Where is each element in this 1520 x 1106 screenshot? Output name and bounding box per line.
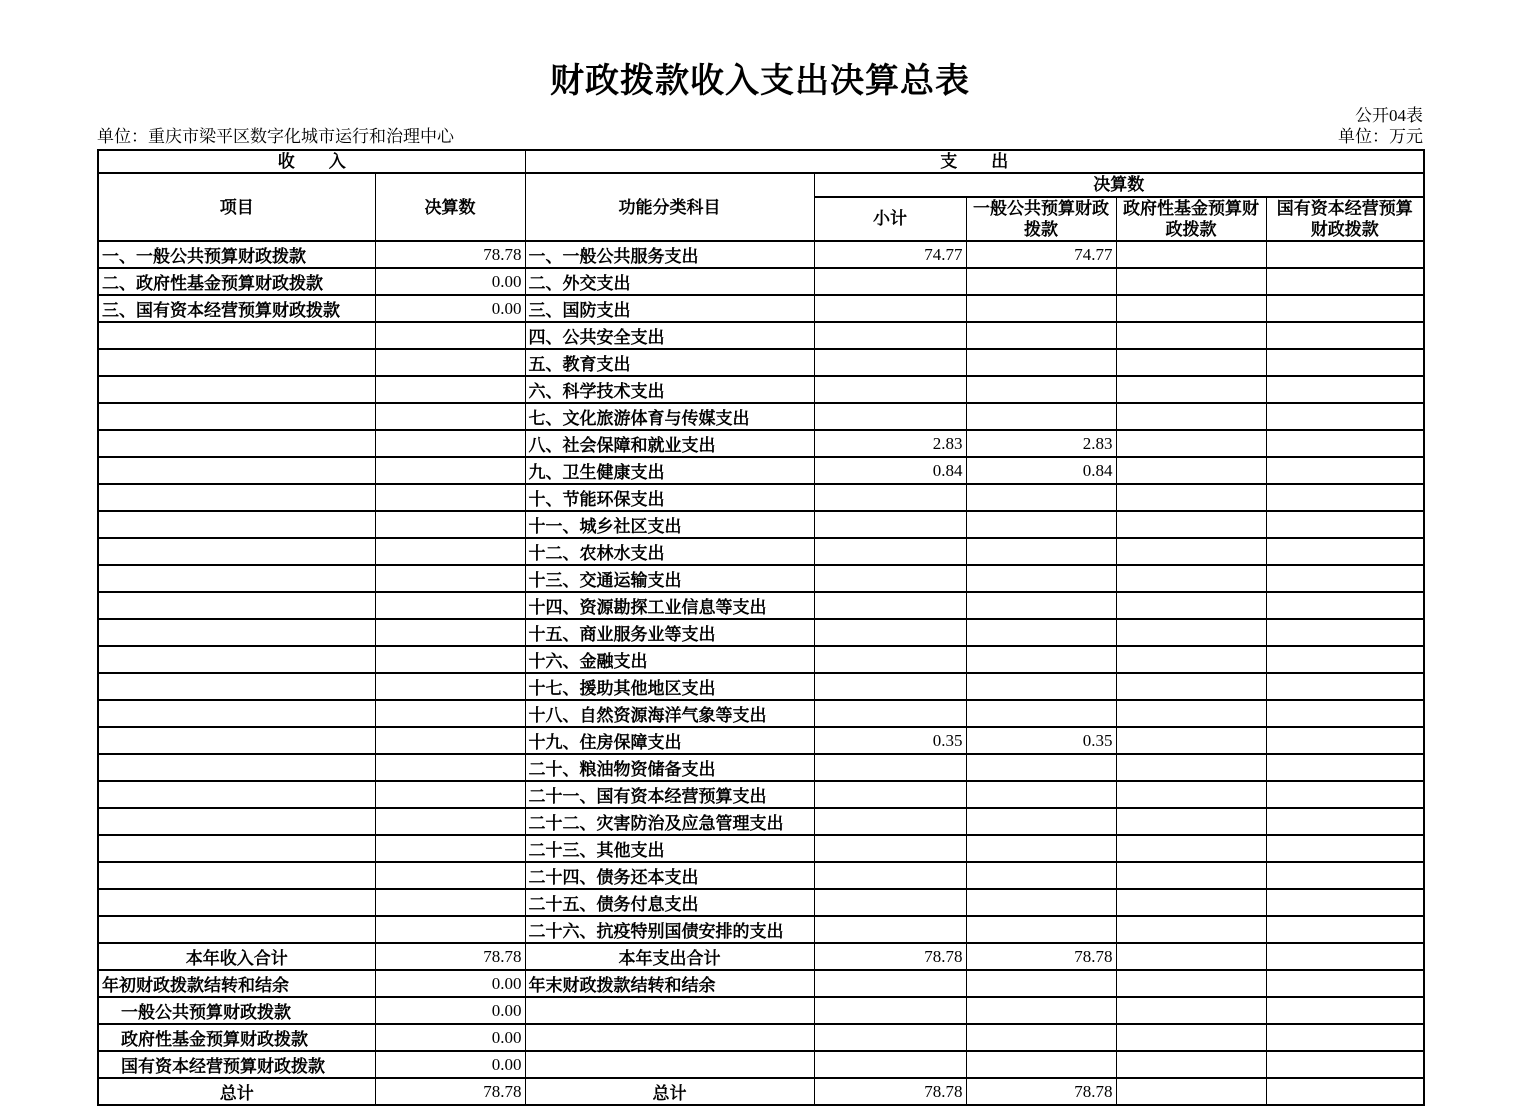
expense-subject-cell	[525, 1051, 814, 1078]
expense-subtotal-cell	[814, 565, 966, 592]
income-item-cell	[98, 862, 375, 889]
income-item-cell	[98, 538, 375, 565]
expense-state-capital-cell	[1266, 484, 1424, 511]
table-row	[98, 349, 1424, 376]
expense-subject-cell: 二十六、抗疫特别国债安排的支出	[525, 916, 814, 943]
expense-state-capital-cell	[1266, 781, 1424, 808]
table-row	[98, 538, 1424, 565]
expense-subtotal-cell	[814, 295, 966, 322]
table-row	[98, 835, 1424, 862]
header-income-amount: 决算数	[375, 173, 525, 241]
income-amount-cell: 0.00	[375, 1051, 525, 1078]
expense-state-capital-cell	[1266, 268, 1424, 295]
expense-gov-fund-cell	[1116, 700, 1266, 727]
expense-subtotal-cell	[814, 349, 966, 376]
income-item-cell: 一般公共预算财政拨款	[98, 997, 375, 1024]
expense-subtotal-cell: 78.78	[814, 943, 966, 970]
expense-subject-cell: 九、卫生健康支出	[525, 457, 814, 484]
expense-gov-fund-cell	[1116, 619, 1266, 646]
expense-state-capital-cell	[1266, 457, 1424, 484]
expense-subtotal-cell	[814, 1051, 966, 1078]
income-item-cell: 总计	[98, 1078, 375, 1105]
expense-gov-fund-cell	[1116, 511, 1266, 538]
expense-state-capital-cell	[1266, 592, 1424, 619]
header-row-groups	[98, 150, 1424, 173]
expense-subject-cell: 四、公共安全支出	[525, 322, 814, 349]
expense-subject-cell: 十八、自然资源海洋气象等支出	[525, 700, 814, 727]
table-row	[98, 295, 1424, 322]
table-row	[98, 754, 1424, 781]
expense-subtotal-cell	[814, 403, 966, 430]
table-row	[98, 646, 1424, 673]
header-income-item: 项目	[98, 173, 375, 241]
unit-name: 单位：重庆市梁平区数字化城市运行和治理中心	[97, 127, 454, 147]
table-row	[98, 592, 1424, 619]
expense-gov-fund-cell	[1116, 781, 1266, 808]
income-item-cell: 三、国有资本经营预算财政拨款	[98, 295, 375, 322]
expense-subtotal-cell	[814, 646, 966, 673]
expense-subject-cell: 二十三、其他支出	[525, 835, 814, 862]
income-item-cell: 一、一般公共预算财政拨款	[98, 241, 375, 268]
expense-gov-fund-cell	[1116, 592, 1266, 619]
expense-general-budget-cell: 2.83	[966, 430, 1116, 457]
income-amount-cell	[375, 592, 525, 619]
income-amount-cell	[375, 700, 525, 727]
income-amount-cell	[375, 808, 525, 835]
expense-subtotal-cell	[814, 673, 966, 700]
expense-gov-fund-cell	[1116, 997, 1266, 1024]
table-row	[98, 808, 1424, 835]
expense-general-budget-cell: 0.84	[966, 457, 1116, 484]
expense-subtotal-cell	[814, 700, 966, 727]
table-row	[98, 403, 1424, 430]
income-item-cell	[98, 646, 375, 673]
expense-general-budget-cell	[966, 889, 1116, 916]
expense-subtotal-cell	[814, 538, 966, 565]
income-amount-cell	[375, 862, 525, 889]
expense-gov-fund-cell	[1116, 322, 1266, 349]
income-item-cell: 政府性基金预算财政拨款	[98, 1024, 375, 1051]
expense-state-capital-cell	[1266, 538, 1424, 565]
table-row	[98, 484, 1424, 511]
table-row	[98, 700, 1424, 727]
expense-subject-cell: 十九、住房保障支出	[525, 727, 814, 754]
expense-subject-cell: 六、科学技术支出	[525, 376, 814, 403]
expense-subtotal-cell	[814, 862, 966, 889]
income-amount-cell: 0.00	[375, 970, 525, 997]
table-row	[98, 943, 1424, 970]
income-amount-cell	[375, 565, 525, 592]
expense-state-capital-cell	[1266, 673, 1424, 700]
expense-general-budget-cell	[966, 511, 1116, 538]
expense-state-capital-cell	[1266, 403, 1424, 430]
expense-state-capital-cell	[1266, 997, 1424, 1024]
expense-state-capital-cell	[1266, 916, 1424, 943]
form-code: 公开04表	[1355, 106, 1423, 126]
expense-general-budget-cell	[966, 295, 1116, 322]
expense-subtotal-cell	[814, 592, 966, 619]
expense-subtotal-cell	[814, 970, 966, 997]
expense-state-capital-cell	[1266, 511, 1424, 538]
table-row	[98, 727, 1424, 754]
header-expense-gov-fund: 政府性基金预算财政拨款	[1116, 197, 1266, 242]
expense-subject-cell: 一、一般公共服务支出	[525, 241, 814, 268]
header-expense-subtotal: 小计	[814, 197, 966, 242]
expense-state-capital-cell	[1266, 376, 1424, 403]
income-amount-cell	[375, 457, 525, 484]
expense-subtotal-cell: 0.35	[814, 727, 966, 754]
income-item-cell	[98, 673, 375, 700]
income-amount-cell: 78.78	[375, 1078, 525, 1105]
expense-state-capital-cell	[1266, 1078, 1424, 1105]
expense-subject-cell: 二十四、债务还本支出	[525, 862, 814, 889]
expense-general-budget-cell	[966, 565, 1116, 592]
expense-subject-cell: 十二、农林水支出	[525, 538, 814, 565]
table-row	[98, 781, 1424, 808]
expense-subject-cell: 三、国防支出	[525, 295, 814, 322]
expense-subject-cell: 八、社会保障和就业支出	[525, 430, 814, 457]
expense-state-capital-cell	[1266, 1051, 1424, 1078]
expense-subtotal-cell	[814, 1024, 966, 1051]
expense-state-capital-cell	[1266, 700, 1424, 727]
expense-subtotal-cell: 0.84	[814, 457, 966, 484]
expense-general-budget-cell	[966, 322, 1116, 349]
expense-gov-fund-cell	[1116, 943, 1266, 970]
expense-gov-fund-cell	[1116, 754, 1266, 781]
expense-general-budget-cell	[966, 403, 1116, 430]
expense-subtotal-cell	[814, 619, 966, 646]
expense-general-budget-cell	[966, 646, 1116, 673]
expense-subject-cell: 总计	[525, 1078, 814, 1105]
expense-state-capital-cell	[1266, 727, 1424, 754]
income-item-cell: 本年收入合计	[98, 943, 375, 970]
expense-state-capital-cell	[1266, 619, 1424, 646]
header-expense-general-budget: 一般公共预算财政拨款	[966, 197, 1116, 242]
income-amount-cell: 0.00	[375, 295, 525, 322]
expense-state-capital-cell	[1266, 1024, 1424, 1051]
expense-state-capital-cell	[1266, 295, 1424, 322]
expense-gov-fund-cell	[1116, 646, 1266, 673]
expense-general-budget-cell	[966, 835, 1116, 862]
expense-state-capital-cell	[1266, 835, 1424, 862]
expense-subject-cell: 十六、金融支出	[525, 646, 814, 673]
income-amount-cell	[375, 511, 525, 538]
expense-gov-fund-cell	[1116, 970, 1266, 997]
table-row	[98, 1051, 1424, 1078]
page-title: 财政拨款收入支出决算总表	[550, 63, 970, 100]
expense-subtotal-cell	[814, 889, 966, 916]
income-item-cell	[98, 484, 375, 511]
income-item-cell	[98, 322, 375, 349]
income-amount-cell	[375, 349, 525, 376]
income-item-cell	[98, 511, 375, 538]
income-amount-cell	[375, 619, 525, 646]
income-amount-cell: 78.78	[375, 241, 525, 268]
table-row	[98, 322, 1424, 349]
header-income-group: 收 入	[98, 150, 525, 173]
unit-line	[97, 126, 1423, 147]
header-expense-amount-group: 决算数	[814, 173, 1424, 196]
expense-subject-cell: 十七、援助其他地区支出	[525, 673, 814, 700]
fiscal-table	[97, 149, 1425, 1106]
expense-subject-cell: 十四、资源勘探工业信息等支出	[525, 592, 814, 619]
expense-subtotal-cell	[814, 376, 966, 403]
expense-state-capital-cell	[1266, 241, 1424, 268]
income-amount-cell	[375, 376, 525, 403]
table-row	[98, 673, 1424, 700]
table-row	[98, 511, 1424, 538]
table-row	[98, 997, 1424, 1024]
income-item-cell: 二、政府性基金预算财政拨款	[98, 268, 375, 295]
expense-gov-fund-cell	[1116, 727, 1266, 754]
expense-subject-cell: 十一、城乡社区支出	[525, 511, 814, 538]
income-amount-cell	[375, 754, 525, 781]
table-row	[98, 916, 1424, 943]
expense-gov-fund-cell	[1116, 268, 1266, 295]
header-expense-state-capital: 国有资本经营预算财政拨款	[1266, 197, 1424, 242]
expense-subject-cell: 十五、商业服务业等支出	[525, 619, 814, 646]
expense-subject-cell: 二十一、国有资本经营预算支出	[525, 781, 814, 808]
income-amount-cell	[375, 835, 525, 862]
expense-state-capital-cell	[1266, 808, 1424, 835]
expense-gov-fund-cell	[1116, 1078, 1266, 1105]
income-item-cell: 国有资本经营预算财政拨款	[98, 1051, 375, 1078]
expense-general-budget-cell	[966, 619, 1116, 646]
expense-general-budget-cell	[966, 268, 1116, 295]
income-amount-cell	[375, 727, 525, 754]
expense-state-capital-cell	[1266, 754, 1424, 781]
expense-general-budget-cell	[966, 349, 1116, 376]
expense-subject-cell: 十三、交通运输支出	[525, 565, 814, 592]
income-item-cell	[98, 619, 375, 646]
table-body	[98, 241, 1424, 1105]
expense-general-budget-cell	[966, 862, 1116, 889]
expense-subject-cell: 二、外交支出	[525, 268, 814, 295]
expense-subtotal-cell	[814, 322, 966, 349]
income-item-cell	[98, 349, 375, 376]
table-row	[98, 241, 1424, 268]
expense-state-capital-cell	[1266, 943, 1424, 970]
header-expense-group: 支 出	[525, 150, 1424, 173]
expense-general-budget-cell	[966, 700, 1116, 727]
income-amount-cell	[375, 916, 525, 943]
income-amount-cell	[375, 538, 525, 565]
expense-subject-cell: 年末财政拨款结转和结余	[525, 970, 814, 997]
expense-gov-fund-cell	[1116, 916, 1266, 943]
expense-subtotal-cell	[814, 511, 966, 538]
income-item-cell	[98, 727, 375, 754]
expense-subject-cell: 本年支出合计	[525, 943, 814, 970]
expense-gov-fund-cell	[1116, 295, 1266, 322]
income-item-cell	[98, 916, 375, 943]
expense-general-budget-cell	[966, 673, 1116, 700]
income-amount-cell	[375, 403, 525, 430]
expense-subtotal-cell: 74.77	[814, 241, 966, 268]
income-item-cell: 年初财政拨款结转和结余	[98, 970, 375, 997]
table-row	[98, 565, 1424, 592]
income-amount-cell	[375, 646, 525, 673]
expense-gov-fund-cell	[1116, 484, 1266, 511]
expense-state-capital-cell	[1266, 430, 1424, 457]
expense-subtotal-cell	[814, 916, 966, 943]
expense-general-budget-cell	[966, 1024, 1116, 1051]
expense-general-budget-cell	[966, 754, 1116, 781]
expense-subtotal-cell	[814, 781, 966, 808]
expense-subtotal-cell	[814, 997, 966, 1024]
expense-gov-fund-cell	[1116, 241, 1266, 268]
table-row	[98, 1078, 1424, 1105]
income-amount-cell: 0.00	[375, 997, 525, 1024]
income-item-cell	[98, 700, 375, 727]
expense-state-capital-cell	[1266, 322, 1424, 349]
income-item-cell	[98, 565, 375, 592]
expense-subtotal-cell	[814, 484, 966, 511]
expense-subtotal-cell	[814, 808, 966, 835]
table-row	[98, 457, 1424, 484]
expense-state-capital-cell	[1266, 889, 1424, 916]
expense-gov-fund-cell	[1116, 349, 1266, 376]
expense-gov-fund-cell	[1116, 376, 1266, 403]
expense-state-capital-cell	[1266, 349, 1424, 376]
expense-subtotal-cell	[814, 754, 966, 781]
expense-gov-fund-cell	[1116, 538, 1266, 565]
expense-state-capital-cell	[1266, 862, 1424, 889]
expense-gov-fund-cell	[1116, 457, 1266, 484]
expense-subject-cell	[525, 997, 814, 1024]
table-row	[98, 862, 1424, 889]
expense-general-budget-cell	[966, 781, 1116, 808]
income-amount-cell	[375, 322, 525, 349]
header-expense-subject: 功能分类科目	[525, 173, 814, 241]
expense-gov-fund-cell	[1116, 889, 1266, 916]
expense-gov-fund-cell	[1116, 1051, 1266, 1078]
income-amount-cell	[375, 673, 525, 700]
table-row	[98, 619, 1424, 646]
expense-gov-fund-cell	[1116, 673, 1266, 700]
expense-general-budget-cell	[966, 1051, 1116, 1078]
income-item-cell	[98, 592, 375, 619]
expense-state-capital-cell	[1266, 970, 1424, 997]
expense-gov-fund-cell	[1116, 403, 1266, 430]
expense-general-budget-cell	[966, 592, 1116, 619]
income-amount-cell	[375, 430, 525, 457]
income-item-cell	[98, 889, 375, 916]
expense-state-capital-cell	[1266, 565, 1424, 592]
income-item-cell	[98, 376, 375, 403]
expense-subtotal-cell	[814, 835, 966, 862]
expense-general-budget-cell	[966, 970, 1116, 997]
expense-gov-fund-cell	[1116, 808, 1266, 835]
header-row-amount-group	[98, 173, 1424, 196]
income-item-cell	[98, 754, 375, 781]
expense-subject-cell: 二十、粮油物资储备支出	[525, 754, 814, 781]
expense-gov-fund-cell	[1116, 565, 1266, 592]
income-item-cell	[98, 835, 375, 862]
income-item-cell	[98, 808, 375, 835]
expense-subtotal-cell: 78.78	[814, 1078, 966, 1105]
expense-general-budget-cell: 0.35	[966, 727, 1116, 754]
income-amount-cell	[375, 889, 525, 916]
income-item-cell	[98, 457, 375, 484]
income-item-cell	[98, 430, 375, 457]
table-row	[98, 970, 1424, 997]
expense-general-budget-cell	[966, 538, 1116, 565]
expense-subject-cell: 二十五、债务付息支出	[525, 889, 814, 916]
table-row	[98, 1024, 1424, 1051]
expense-general-budget-cell: 74.77	[966, 241, 1116, 268]
expense-subject-cell: 五、教育支出	[525, 349, 814, 376]
expense-general-budget-cell	[966, 808, 1116, 835]
expense-gov-fund-cell	[1116, 862, 1266, 889]
expense-general-budget-cell	[966, 916, 1116, 943]
expense-subtotal-cell	[814, 268, 966, 295]
expense-subject-cell: 七、文化旅游体育与传媒支出	[525, 403, 814, 430]
expense-gov-fund-cell	[1116, 1024, 1266, 1051]
unit-measure: 单位：万元	[1338, 127, 1423, 147]
expense-general-budget-cell: 78.78	[966, 1078, 1116, 1105]
expense-state-capital-cell	[1266, 646, 1424, 673]
expense-gov-fund-cell	[1116, 835, 1266, 862]
income-item-cell	[98, 781, 375, 808]
income-amount-cell: 0.00	[375, 268, 525, 295]
income-amount-cell: 78.78	[375, 943, 525, 970]
expense-subject-cell: 十、节能环保支出	[525, 484, 814, 511]
expense-general-budget-cell: 78.78	[966, 943, 1116, 970]
expense-subject-cell: 二十二、灾害防治及应急管理支出	[525, 808, 814, 835]
table-row	[98, 430, 1424, 457]
expense-general-budget-cell	[966, 997, 1116, 1024]
table-row	[98, 376, 1424, 403]
expense-subtotal-cell: 2.83	[814, 430, 966, 457]
table-row	[98, 889, 1424, 916]
expense-general-budget-cell	[966, 376, 1116, 403]
income-item-cell	[98, 403, 375, 430]
income-amount-cell	[375, 781, 525, 808]
table-row	[98, 268, 1424, 295]
income-amount-cell: 0.00	[375, 1024, 525, 1051]
income-amount-cell	[375, 484, 525, 511]
expense-subject-cell	[525, 1024, 814, 1051]
expense-gov-fund-cell	[1116, 430, 1266, 457]
expense-general-budget-cell	[966, 484, 1116, 511]
